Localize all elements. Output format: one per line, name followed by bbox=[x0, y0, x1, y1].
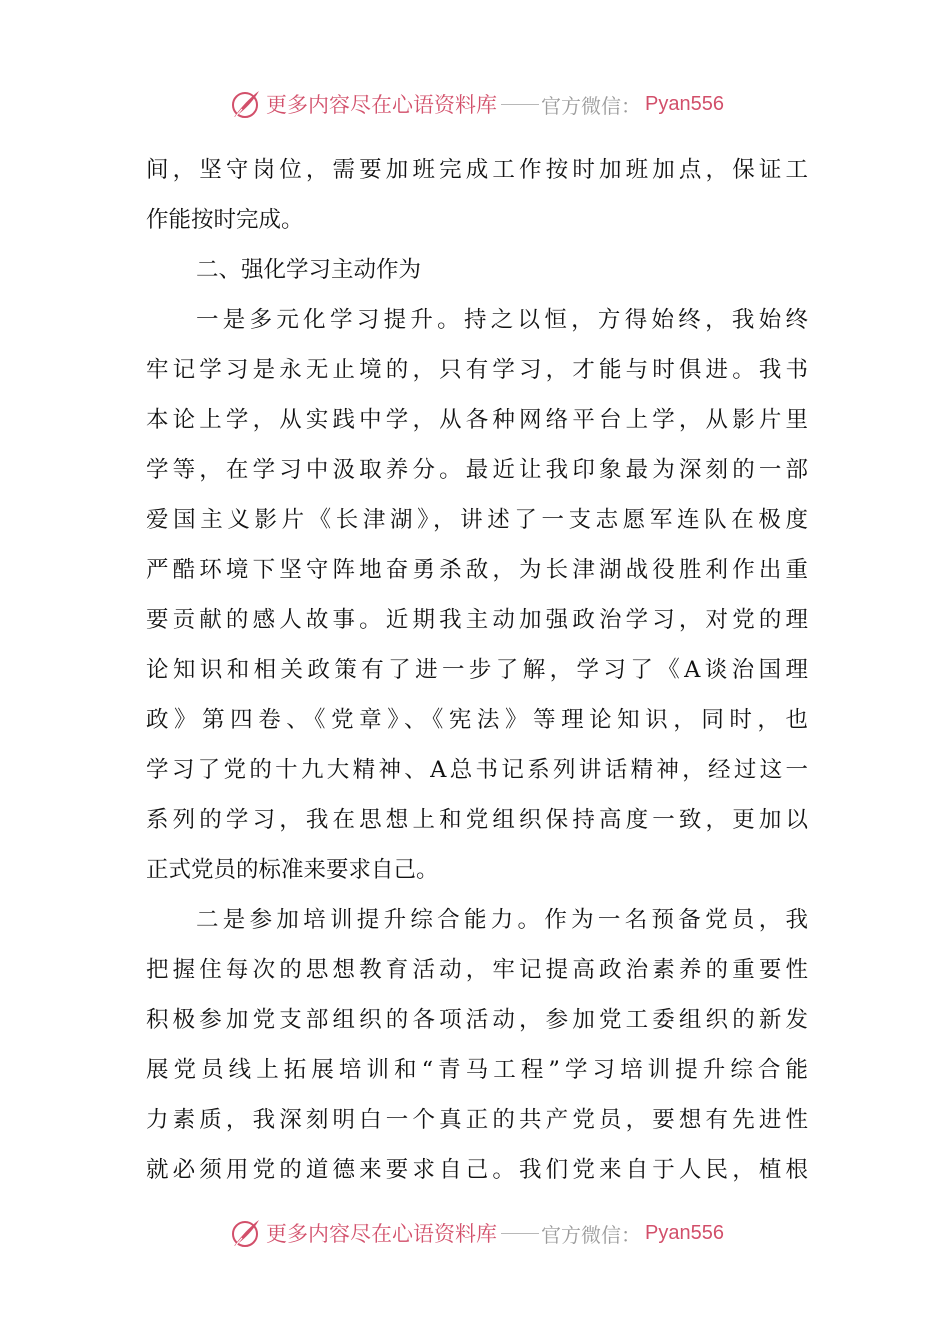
body-line: 把握住每次的思想教育活动，牢记提高政治素养的重要性 bbox=[146, 957, 808, 983]
watermark-brand-text: 更多内容尽在心语资料库 bbox=[266, 93, 497, 117]
body-line: 作能按时完成。 bbox=[146, 207, 304, 233]
document-body bbox=[146, 145, 808, 1195]
body-line: 学等，在学习中汲取养分。最近让我印象最为深刻的一部 bbox=[146, 457, 808, 483]
body-line: 政》第四卷、《党章》、《宪法》等理论知识，同时，也 bbox=[146, 707, 808, 733]
body-line: 展党员线上拓展培训和“青马工程”学习培训提升综合能 bbox=[146, 1057, 808, 1083]
body-line: 力素质，我深刻明白一个真正的共产党员，要想有先进性 bbox=[146, 1107, 808, 1133]
body-line: 积极参加党支部组织的各项活动，参加党工委组织的新发 bbox=[146, 1007, 808, 1033]
watermark-label-text: 官方微信： bbox=[541, 1222, 641, 1247]
body-line: 正式党员的标准来要求自己。 bbox=[146, 857, 439, 883]
body-line: 牢记学习是永无止境的，只有学习，才能与时俱进。我书 bbox=[146, 357, 808, 383]
body-line: 要贡献的感人故事。近期我主动加强政治学习，对党的理 bbox=[146, 607, 808, 633]
watermark-label-text: 官方微信： bbox=[541, 93, 641, 118]
body-line: 严酷环境下坚守阵地奋勇杀敌，为长津湖战役胜利作出重 bbox=[146, 557, 808, 583]
header-watermark bbox=[228, 84, 724, 124]
body-line: 学习了党的十九大精神、A总书记系列讲话精神，经过这一 bbox=[146, 757, 808, 783]
body-line: 爱国主义影片《长津湖》，讲述了一支志愿军连队在极度 bbox=[146, 507, 808, 533]
body-line: 一是多元化学习提升。持之以恒，方得始终，我始终 bbox=[196, 307, 808, 333]
quill-pen-logo-icon bbox=[228, 87, 262, 121]
body-line: 二是参加培训提升综合能力。作为一名预备党员，我 bbox=[196, 907, 808, 933]
body-line: 就必须用党的道德来要求自己。我们党来自于人民，植根 bbox=[146, 1157, 808, 1183]
watermark-brand-text: 更多内容尽在心语资料库 bbox=[266, 1222, 497, 1246]
body-line: 论知识和相关政策有了进一步了解，学习了《A谈治国理 bbox=[146, 657, 808, 683]
watermark-dash bbox=[501, 104, 539, 105]
quill-pen-logo-icon bbox=[228, 1216, 262, 1250]
section-heading: 二、强化学习主动作为 bbox=[196, 257, 422, 283]
watermark-wechat-id: Pyan556 bbox=[645, 92, 724, 115]
watermark-wechat-id: Pyan556 bbox=[645, 1221, 724, 1244]
footer-watermark bbox=[228, 1213, 724, 1253]
body-line: 间，坚守岗位，需要加班完成工作按时加班加点，保证工 bbox=[146, 157, 808, 183]
body-line: 系列的学习，我在思想上和党组织保持高度一致，更加以 bbox=[146, 807, 808, 833]
body-line: 本论上学，从实践中学，从各种网络平台上学，从影片里 bbox=[146, 407, 808, 433]
watermark-dash bbox=[501, 1233, 539, 1234]
